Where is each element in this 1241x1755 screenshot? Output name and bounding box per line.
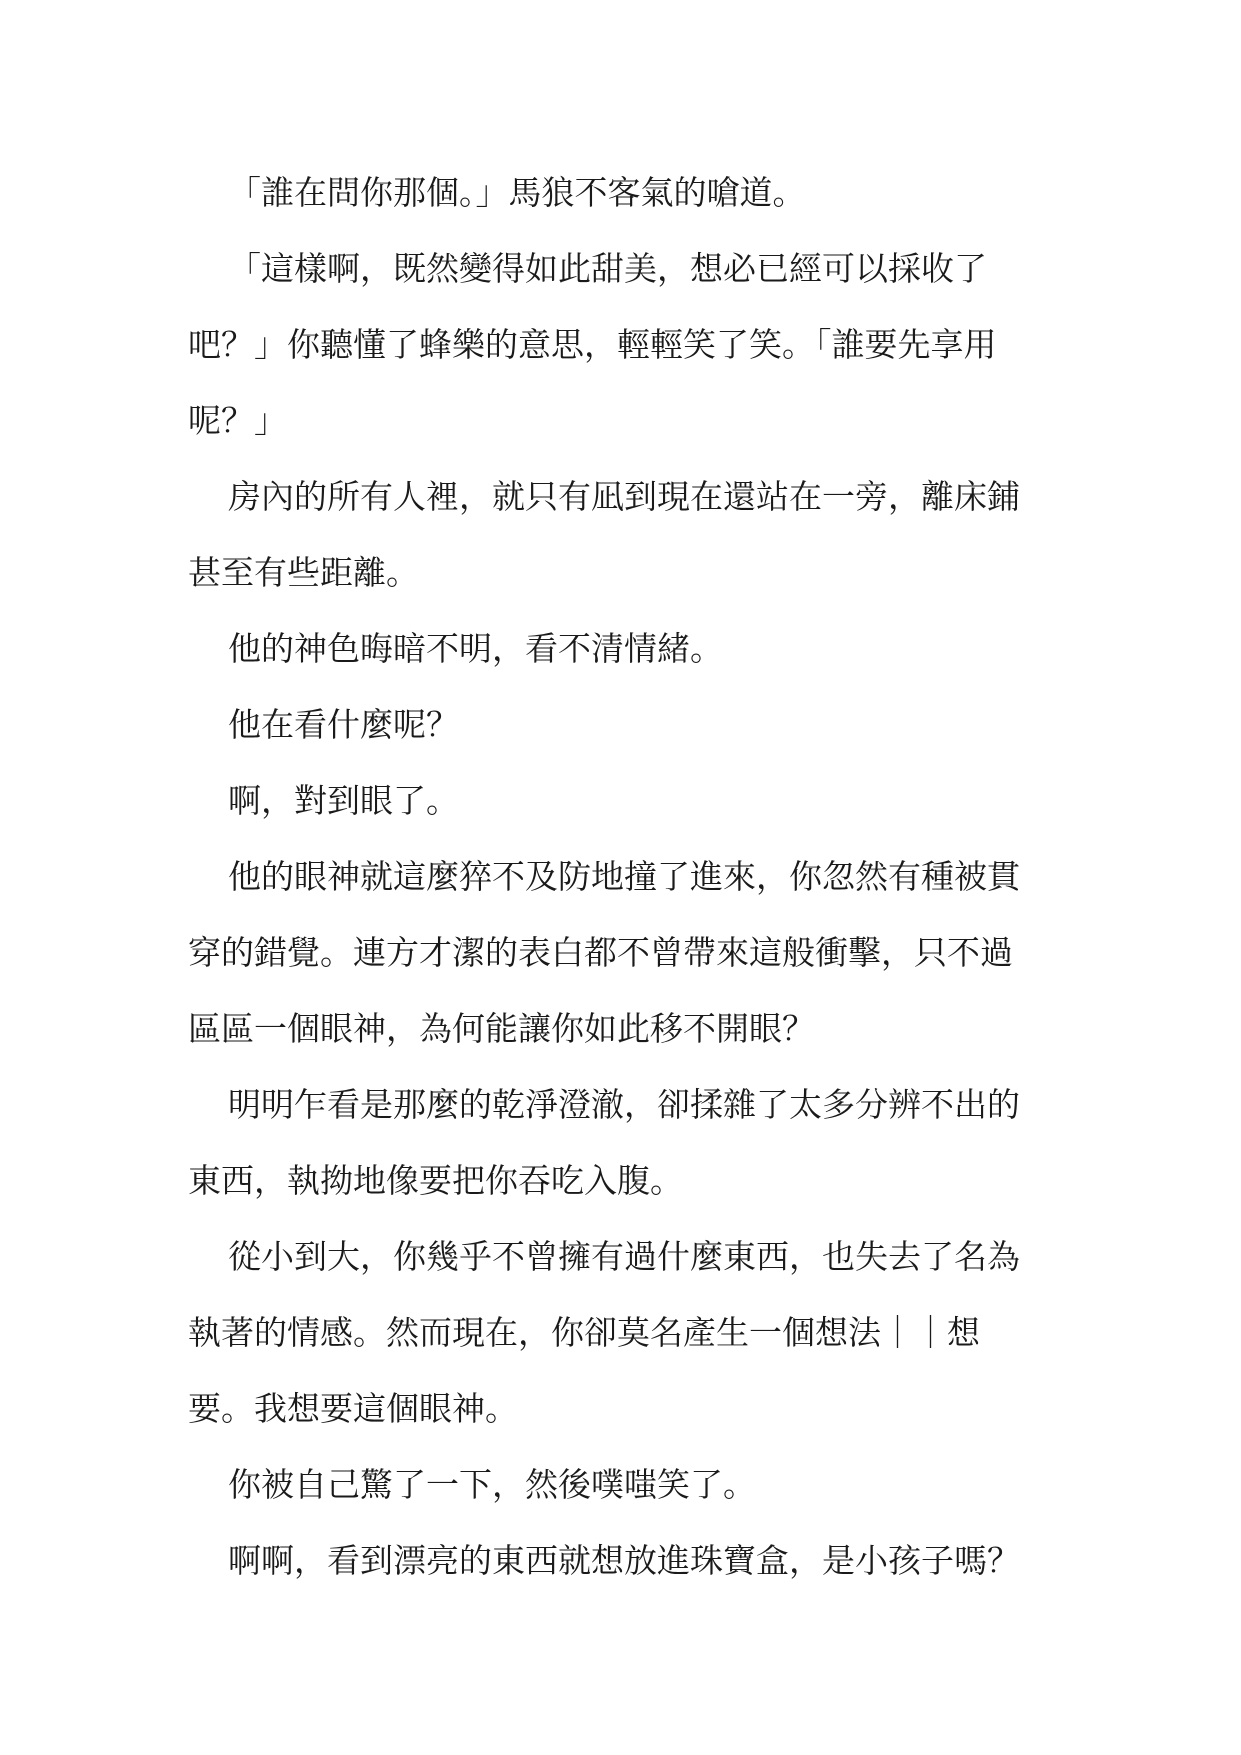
text-line: 東西，執拗地像要把你吞吃入腹。	[188, 1161, 683, 1200]
paragraph-7	[188, 839, 1028, 1067]
text-line: 「誰在問你那個。」馬狼不客氣的嗆道。	[228, 173, 806, 212]
text-line: 「這樣啊，既然變得如此甜美，想必已經可以採收了	[228, 249, 987, 288]
text-line: 吧？」你聽懂了蜂樂的意思，輕輕笑了笑。「誰要先享用	[188, 325, 997, 364]
text-line: 明明乍看是那麼的乾淨澄澈，卻揉雜了太多分辨不出的	[228, 1085, 1020, 1124]
paragraph-8	[188, 1067, 1028, 1219]
text-line: 他的神色晦暗不明，看不清情緒。	[228, 629, 723, 668]
text-line: 房內的所有人裡，就只有凪到現在還站在一旁，離床鋪	[228, 477, 1020, 516]
text-line: 他在看什麼呢？	[228, 705, 459, 744]
text-line: 從小到大，你幾乎不曾擁有過什麼東西，也失去了名為	[228, 1237, 1020, 1276]
paragraph-1	[188, 155, 1028, 231]
text-line: 穿的錯覺。連方才潔的表白都不曾帶來這般衝擊，只不過	[188, 933, 1013, 972]
text-line: 啊啊，看到漂亮的東西就想放進珠寶盒，是小孩子嗎？	[228, 1541, 1020, 1580]
text-line: 甚至有些距離。	[188, 553, 419, 592]
text-line: 要。我想要這個眼神。	[188, 1389, 518, 1428]
paragraph-10	[188, 1447, 1028, 1523]
text-line: 執著的情感。然而現在，你卻莫名產生一個想法｜｜想	[188, 1313, 980, 1352]
text-line: 你被自己驚了一下，然後噗嗤笑了。	[228, 1465, 756, 1504]
paragraph-3	[188, 459, 1028, 611]
text-line: 呢？」	[188, 401, 287, 440]
text-line: 他的眼神就這麼猝不及防地撞了進來，你忽然有種被貫	[228, 857, 1020, 896]
paragraph-9	[188, 1219, 1028, 1447]
paragraph-5	[188, 687, 1028, 763]
paragraph-4	[188, 611, 1028, 687]
paragraph-2	[188, 231, 1028, 459]
paragraph-11	[188, 1523, 1028, 1599]
text-line: 區區一個眼神，為何能讓你如此移不開眼？	[188, 1009, 815, 1048]
text-line: 啊，對到眼了。	[228, 781, 459, 820]
paragraph-6	[188, 763, 1028, 839]
body-text	[188, 155, 1028, 1599]
